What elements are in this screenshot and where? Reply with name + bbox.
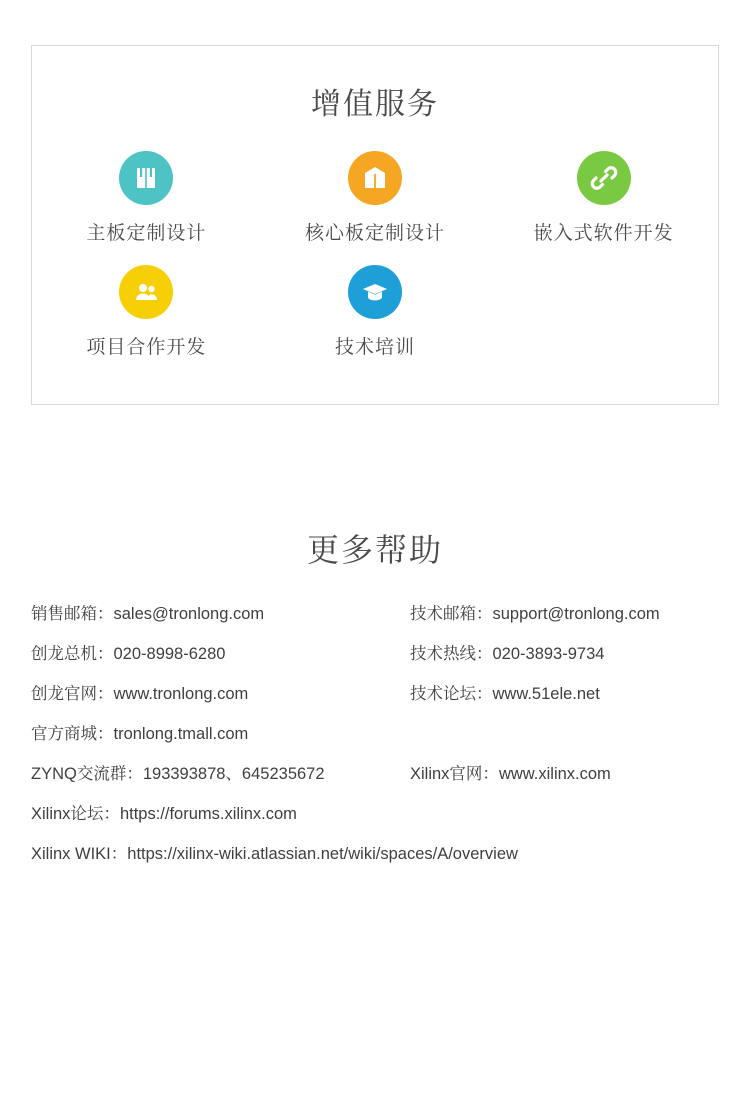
contact-xilinx-wiki: [0, 840, 750, 864]
value-added-services-card: [31, 45, 719, 405]
service-label: 主板定制设计: [86, 223, 207, 244]
more-help-title: 更多帮助: [306, 532, 443, 568]
contact-email-support: [410, 600, 660, 624]
service-item-project-cooperation[interactable]: [32, 265, 261, 359]
contact-label: 技术论坛：: [410, 685, 493, 703]
contact-official-store: [0, 720, 750, 744]
contact-label: 技术热线：: [410, 645, 493, 663]
contact-label: 销售邮箱：: [31, 605, 114, 623]
contact-label: Xilinx官网：: [410, 765, 499, 783]
service-label: 项目合作开发: [86, 337, 207, 358]
service-label: 核心板定制设计: [304, 223, 445, 244]
service-item-technical-training[interactable]: [261, 265, 490, 359]
contact-value[interactable]: https://forums.xilinx.com: [119, 805, 297, 823]
contact-row: [0, 680, 750, 704]
contact-website-official: [0, 680, 410, 704]
contact-value[interactable]: sales@tronlong.com: [113, 605, 265, 623]
contact-value[interactable]: www.tronlong.com: [113, 685, 249, 703]
open-box-icon: [348, 151, 402, 205]
contact-xilinx-website: [410, 760, 611, 784]
contact-zynq-qq-group: [0, 760, 410, 784]
contact-row: [0, 600, 750, 624]
contact-row: [0, 760, 750, 784]
contact-value: 193393878、645235672: [142, 765, 325, 783]
services-title: 增值服务: [311, 88, 439, 121]
service-item-mainboard-design[interactable]: [32, 151, 261, 245]
contact-value: 020-8998-6280: [113, 645, 226, 663]
contact-label: 创龙官网：: [31, 685, 114, 703]
service-item-embedded-software[interactable]: [489, 151, 718, 245]
contact-value[interactable]: www.xilinx.com: [498, 765, 611, 783]
contact-label: Xilinx论坛：: [31, 805, 120, 823]
contact-email-sales: [0, 600, 410, 624]
service-label: 嵌入式软件开发: [533, 223, 674, 244]
services-grid: [32, 151, 718, 379]
contact-label: 技术邮箱：: [410, 605, 493, 623]
contact-label: ZYNQ交流群：: [31, 765, 143, 783]
link-icon: [577, 151, 631, 205]
contact-value: 020-3893-9734: [492, 645, 605, 663]
contact-label: 创龙总机：: [31, 645, 114, 663]
contact-value[interactable]: www.51ele.net: [492, 685, 600, 703]
book-icon: [119, 151, 173, 205]
contact-xilinx-forum: [0, 800, 750, 824]
contact-info-block: [0, 600, 750, 880]
contact-value[interactable]: https://xilinx-wiki.atlassian.net/wiki/spaces/A/overview: [127, 845, 518, 863]
contact-label: 官方商城：: [31, 725, 114, 743]
contact-phone-support: [410, 640, 604, 664]
users-icon: [119, 265, 173, 319]
contact-forum-tech: [410, 680, 600, 704]
contact-phone-main: [0, 640, 410, 664]
service-item-som-design[interactable]: [261, 151, 490, 245]
graduation-cap-icon: [348, 265, 402, 319]
contact-label: Xilinx WIKI：: [31, 845, 128, 863]
service-label: 技术培训: [334, 337, 415, 358]
contact-row: [0, 640, 750, 664]
contact-value[interactable]: tronlong.tmall.com: [113, 725, 249, 743]
contact-value[interactable]: support@tronlong.com: [492, 605, 660, 623]
